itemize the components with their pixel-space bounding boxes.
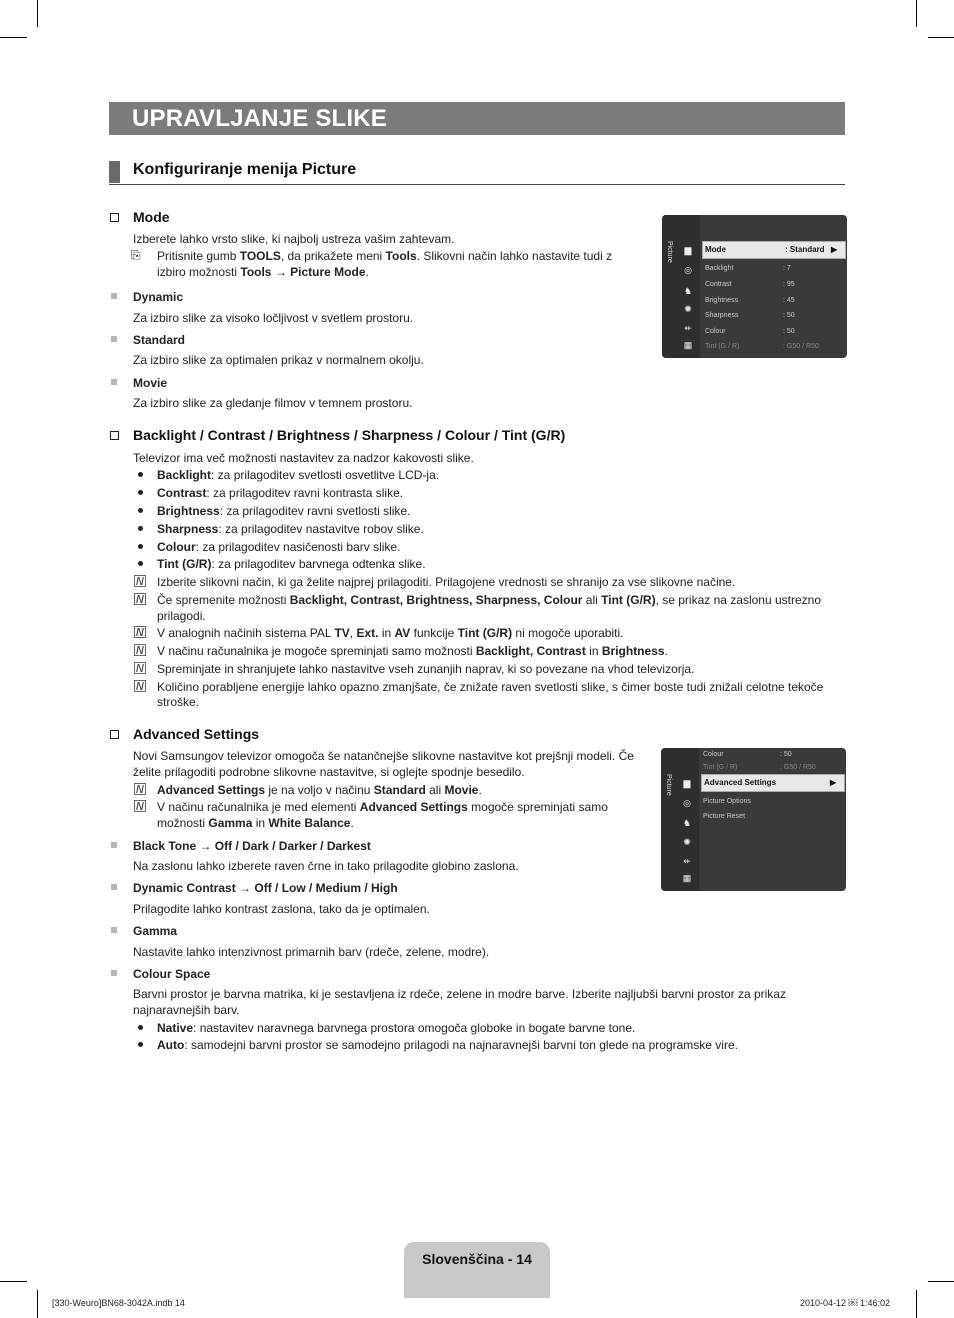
- mode-item-name: Dynamic: [133, 290, 184, 304]
- adv-item-name: Black Tone → Off / Dark / Darker / Darkest: [133, 839, 371, 853]
- note-text: Advanced Settings je na voljo v načinu Standard ali Movie.: [157, 783, 482, 797]
- backlight-bullet: Colour: za prilagoditev nasičenosti barv slike.: [157, 540, 401, 554]
- section-title: Konfiguriranje menija Picture: [133, 161, 357, 178]
- note-text: Količino porabljene energije lahko opazno zmanjšate, če znižate raven svetlosti slike, s čimer boste tudi znižali celotne tekoče: [157, 680, 824, 694]
- adv-item-desc: Nastavite lahko intenzivnost primarnih barv (rdeče, zelene, modre).: [133, 945, 490, 959]
- crop-mark: [37, 0, 38, 27]
- note-text-cont: stroške.: [157, 695, 200, 709]
- note-text-cont: prilagodi.: [157, 609, 206, 623]
- crop-mark: [37, 1290, 38, 1318]
- menu-row[interactable]: Sharpness: [705, 312, 739, 319]
- mode-item-desc: Za izbiro slike za visoko ločljivost v svetlem prostoru.: [133, 311, 414, 325]
- setup-icon: ✺: [684, 304, 692, 314]
- menu-row[interactable]: Picture Options: [703, 798, 751, 805]
- menu-row[interactable]: Contrast: [705, 281, 732, 288]
- sound-icon: ◎: [683, 798, 691, 808]
- menu-row[interactable]: Brightness: [705, 297, 739, 304]
- tools-icon: ⎘: [131, 248, 141, 262]
- crop-mark: [928, 1281, 954, 1282]
- footer-date: 2010-04-12 ￼ 1:46:02: [800, 1298, 891, 1308]
- note-icon: N: [135, 783, 145, 796]
- mode-intro: Izberete lahko vrsto slike, ki najbolj ustreza vašim zahtevam.: [133, 232, 455, 246]
- section-header: [109, 160, 845, 185]
- backlight-bullet: Contrast: za prilagoditev ravni kontrasta slike.: [157, 486, 404, 500]
- adv-item-desc-cont: najnaravnejših barv.: [133, 1003, 240, 1017]
- support-icon: ▦: [682, 873, 692, 883]
- menu-row-value: : G50 / R50: [783, 343, 819, 350]
- square-bullet: [111, 293, 117, 299]
- note-icon: N: [135, 593, 145, 606]
- square-bullet: [111, 970, 117, 976]
- note-icon: N: [135, 680, 145, 693]
- menu-side-label: Picture: [666, 241, 673, 263]
- backlight-bullet: Brightness: za prilagoditev ravni svetlosti slike.: [157, 504, 411, 518]
- note-icon: N: [135, 626, 145, 639]
- adv-item-name: Colour Space: [133, 967, 211, 981]
- crop-mark: [928, 37, 954, 38]
- mode-item-desc: Za izbiro slike za optimalen prikaz v normalnem okolju.: [133, 353, 424, 367]
- bullet: [138, 472, 143, 477]
- mode-item-name: Standard: [133, 333, 186, 347]
- picture-icon: ▆: [683, 778, 691, 788]
- note-text-cont: možnosti Gamma in White Balance.: [157, 816, 354, 830]
- page-title: UPRAVLJANJE SLIKE: [132, 105, 388, 132]
- bullet: [138, 561, 143, 566]
- advanced-intro-cont: želite prilagoditi podrobne slikovne nastavitve, si oglejte spodnje besedilo.: [133, 765, 525, 779]
- square-bullet: [111, 842, 117, 848]
- note-text: Če spremenite možnosti Backlight, Contrast, Brightness, Sharpness, Colour ali Tint (G/R), se prikaz na zaslonu ustrezno: [157, 593, 821, 607]
- channel-icon: ♞: [682, 818, 692, 828]
- menu-row-value: : G50 / R50: [780, 764, 816, 771]
- adv-item-desc: Na zaslonu lahko izberete raven črne in tako prilagodite globino zaslona.: [133, 859, 519, 873]
- input-icon: ⇷: [683, 856, 691, 866]
- note-text: Spreminjate in shranjujete lahko nastavitve vseh zunanjih naprav, ki so povezane na vhod televizorja.: [157, 662, 695, 676]
- channel-icon: ♞: [683, 286, 693, 296]
- menu-row-value: : 50: [783, 328, 795, 335]
- section-marker: [109, 161, 120, 183]
- mode-tools-line2: izbiro možnosti Tools → Picture Mode.: [157, 265, 369, 279]
- page-number: Slovenščina - 14: [422, 1251, 532, 1267]
- menu-sidebar: [662, 215, 700, 358]
- backlight-bullet: Sharpness: za prilagoditev nastavitve robov slike.: [157, 522, 424, 536]
- bullet: [138, 1042, 143, 1047]
- crop-mark: [0, 37, 27, 38]
- adv-item-desc: Prilagodite lahko kontrast zaslona, tako da je optimalen.: [133, 902, 430, 916]
- backlight-heading: Backlight / Contrast / Brightness / Sharpness / Colour / Tint (G/R): [133, 427, 565, 443]
- support-icon: ▦: [683, 340, 693, 350]
- menu-highlight-mode[interactable]: Mode : Standard ▶: [702, 241, 846, 259]
- note-icon: N: [135, 662, 145, 675]
- adv-item-desc: Barvni prostor je barvna matrika, ki je sestavljena iz rdeče, zelene in modre barve. Izberite najljubši barvni prostor za prikaz: [133, 987, 786, 1001]
- tv-menu-picture: [662, 215, 847, 358]
- menu-row-value: : 7: [783, 265, 791, 272]
- note-text: V načinu računalnika je mogoče spreminjati samo možnosti Backlight, Contrast in Brightness.: [157, 644, 668, 658]
- menu-sidebar: [661, 748, 699, 891]
- arrow-right-icon: ▶: [830, 778, 837, 787]
- backlight-bullet: Backlight: za prilagoditev svetlosti osvetlitve LCD-ja.: [157, 468, 440, 482]
- adv-item-name: Gamma: [133, 924, 178, 938]
- checkbox-icon: [110, 730, 119, 739]
- arrow-right-icon: ▶: [831, 245, 838, 254]
- sound-icon: ◎: [684, 265, 692, 275]
- checkbox-icon: [110, 431, 119, 440]
- footer-file: [330-Weuro]BN68-3042A.indb 14: [52, 1298, 185, 1308]
- menu-row[interactable]: Colour: [703, 751, 724, 758]
- menu-side-label: Picture: [665, 774, 672, 796]
- square-bullet: [111, 927, 117, 933]
- adv-item-name: Dynamic Contrast → Off / Low / Medium / High: [133, 881, 398, 895]
- setup-icon: ✺: [683, 837, 691, 847]
- menu-row[interactable]: Tint (G / R): [703, 764, 738, 771]
- square-bullet: [111, 336, 117, 342]
- menu-row[interactable]: Picture Reset: [703, 813, 746, 820]
- menu-highlight-advanced[interactable]: Advanced Settings ▶: [701, 774, 845, 792]
- note-text: V analognih načinih sistema PAL TV, Ext. in AV funkcije Tint (G/R) ni mogoče uporabiti.: [157, 626, 624, 640]
- square-bullet: [111, 884, 117, 890]
- menu-row[interactable]: Colour: [705, 328, 726, 335]
- crop-mark: [0, 1281, 27, 1282]
- note-text: Izberite slikovni način, ki ga želite najprej prilagoditi. Prilagojene vrednosti se shranijo za vse slikovne načine.: [157, 575, 736, 589]
- menu-row[interactable]: Tint (G / R): [705, 343, 740, 350]
- mode-heading: Mode: [133, 209, 170, 225]
- page-number-tab: [404, 1242, 550, 1298]
- mode-item-name: Movie: [133, 376, 168, 390]
- backlight-intro: Televizor ima več možnosti nastavitev za nadzor kakovosti slike.: [133, 451, 474, 465]
- backlight-bullet: Tint (G/R): za prilagoditev barvnega odtenka slike.: [157, 557, 426, 571]
- advanced-heading: Advanced Settings: [133, 726, 259, 742]
- bullet: [138, 490, 143, 495]
- page-title-bar: [109, 102, 845, 135]
- colour-space-bullet: Auto: samodejni barvni prostor se samodejno prilagodi na najnaravnejši barvni ton glede na programske vire.: [157, 1038, 738, 1052]
- bullet: [138, 1025, 143, 1030]
- colour-space-bullet: Native: nastavitev naravnega barvnega prostora omogoča globoke in bogate barvne tone.: [157, 1021, 636, 1035]
- note-icon: N: [135, 800, 145, 813]
- advanced-intro: Novi Samsungov televizor omogoča še natančnejše slikovne nastavitve kot prejšnji modeli. Če: [133, 749, 634, 763]
- input-icon: ⇷: [684, 323, 692, 333]
- mode-tools-line1: Pritisnite gumb TOOLS, da prikažete meni Tools. Slikovni način lahko nastavite tudi z: [157, 249, 613, 263]
- picture-icon: ▆: [684, 245, 692, 255]
- menu-row-value: : 50: [783, 312, 795, 319]
- note-text: V načinu računalnika je med elementi Advanced Settings mogoče spreminjati samo: [157, 800, 608, 814]
- bullet: [138, 508, 143, 513]
- mode-item-desc: Za izbiro slike za gledanje filmov v temnem prostoru.: [133, 396, 413, 410]
- bullet: [138, 544, 143, 549]
- menu-row-value: : 45: [783, 297, 795, 304]
- tv-menu-advanced: [661, 748, 846, 891]
- menu-row[interactable]: Backlight: [705, 265, 734, 272]
- note-icon: N: [135, 575, 145, 588]
- menu-row-value: : 95: [783, 281, 795, 288]
- menu-row-value: : 50: [780, 751, 792, 758]
- crop-mark: [916, 0, 917, 27]
- square-bullet: [111, 379, 117, 385]
- note-icon: N: [135, 644, 145, 657]
- checkbox-icon: [110, 213, 119, 222]
- bullet: [138, 526, 143, 531]
- crop-mark: [916, 1290, 917, 1318]
